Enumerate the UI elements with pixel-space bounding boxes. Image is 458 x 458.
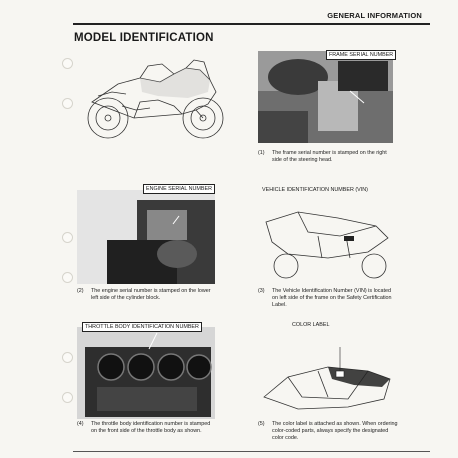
binder-hole bbox=[62, 352, 73, 363]
binder-hole bbox=[62, 232, 73, 243]
footer-rule bbox=[73, 451, 430, 452]
caption-1 bbox=[258, 150, 398, 164]
caption-4-number: (4) bbox=[77, 421, 84, 427]
header-rule bbox=[73, 23, 430, 25]
caption-5-text: The color label is attached as shown. When ordering color-coded parts, always specify the designated color code. bbox=[272, 421, 398, 441]
throttle-body-photo bbox=[77, 327, 215, 419]
binder-hole bbox=[62, 392, 73, 403]
page-title: MODEL IDENTIFICATION bbox=[74, 32, 214, 44]
binder-hole bbox=[62, 58, 73, 69]
vin-label: VEHICLE IDENTIFICATION NUMBER (VIN) bbox=[262, 187, 368, 193]
caption-5-number: (5) bbox=[258, 421, 265, 427]
motorcycle-illustration bbox=[78, 52, 228, 144]
caption-2-number: (2) bbox=[77, 288, 84, 294]
caption-5 bbox=[258, 421, 398, 442]
caption-3 bbox=[258, 288, 398, 309]
throttle-body-label: THROTTLE BODY IDENTIFICATION NUMBER bbox=[82, 322, 202, 332]
frame-serial-label: FRAME SERIAL NUMBER bbox=[326, 50, 396, 60]
engine-serial-label: ENGINE SERIAL NUMBER bbox=[143, 184, 215, 194]
caption-4 bbox=[77, 421, 217, 435]
frame-serial-photo bbox=[258, 51, 393, 143]
vin-illustration bbox=[258, 192, 396, 284]
section-header: GENERAL INFORMATION bbox=[327, 11, 422, 20]
color-label-label: COLOR LABEL bbox=[292, 322, 330, 328]
caption-1-text: The frame serial number is stamped on the right side of the steering head. bbox=[272, 150, 387, 163]
caption-2 bbox=[77, 288, 217, 302]
caption-4-text: The throttle body identification number is stamped on the front side of the throttle body as shown. bbox=[91, 421, 211, 434]
caption-2-text: The engine serial number is stamped on the lower left side of the cylinder block. bbox=[91, 288, 211, 301]
caption-1-number: (1) bbox=[258, 150, 265, 156]
engine-serial-photo bbox=[77, 190, 215, 284]
caption-3-text: The Vehicle Identification Number (VIN) is located on left side of the frame on the Safety Certification Label. bbox=[272, 288, 392, 308]
color-label-illustration bbox=[258, 327, 396, 419]
binder-hole bbox=[62, 98, 73, 109]
caption-3-number: (3) bbox=[258, 288, 265, 294]
binder-hole bbox=[62, 272, 73, 283]
